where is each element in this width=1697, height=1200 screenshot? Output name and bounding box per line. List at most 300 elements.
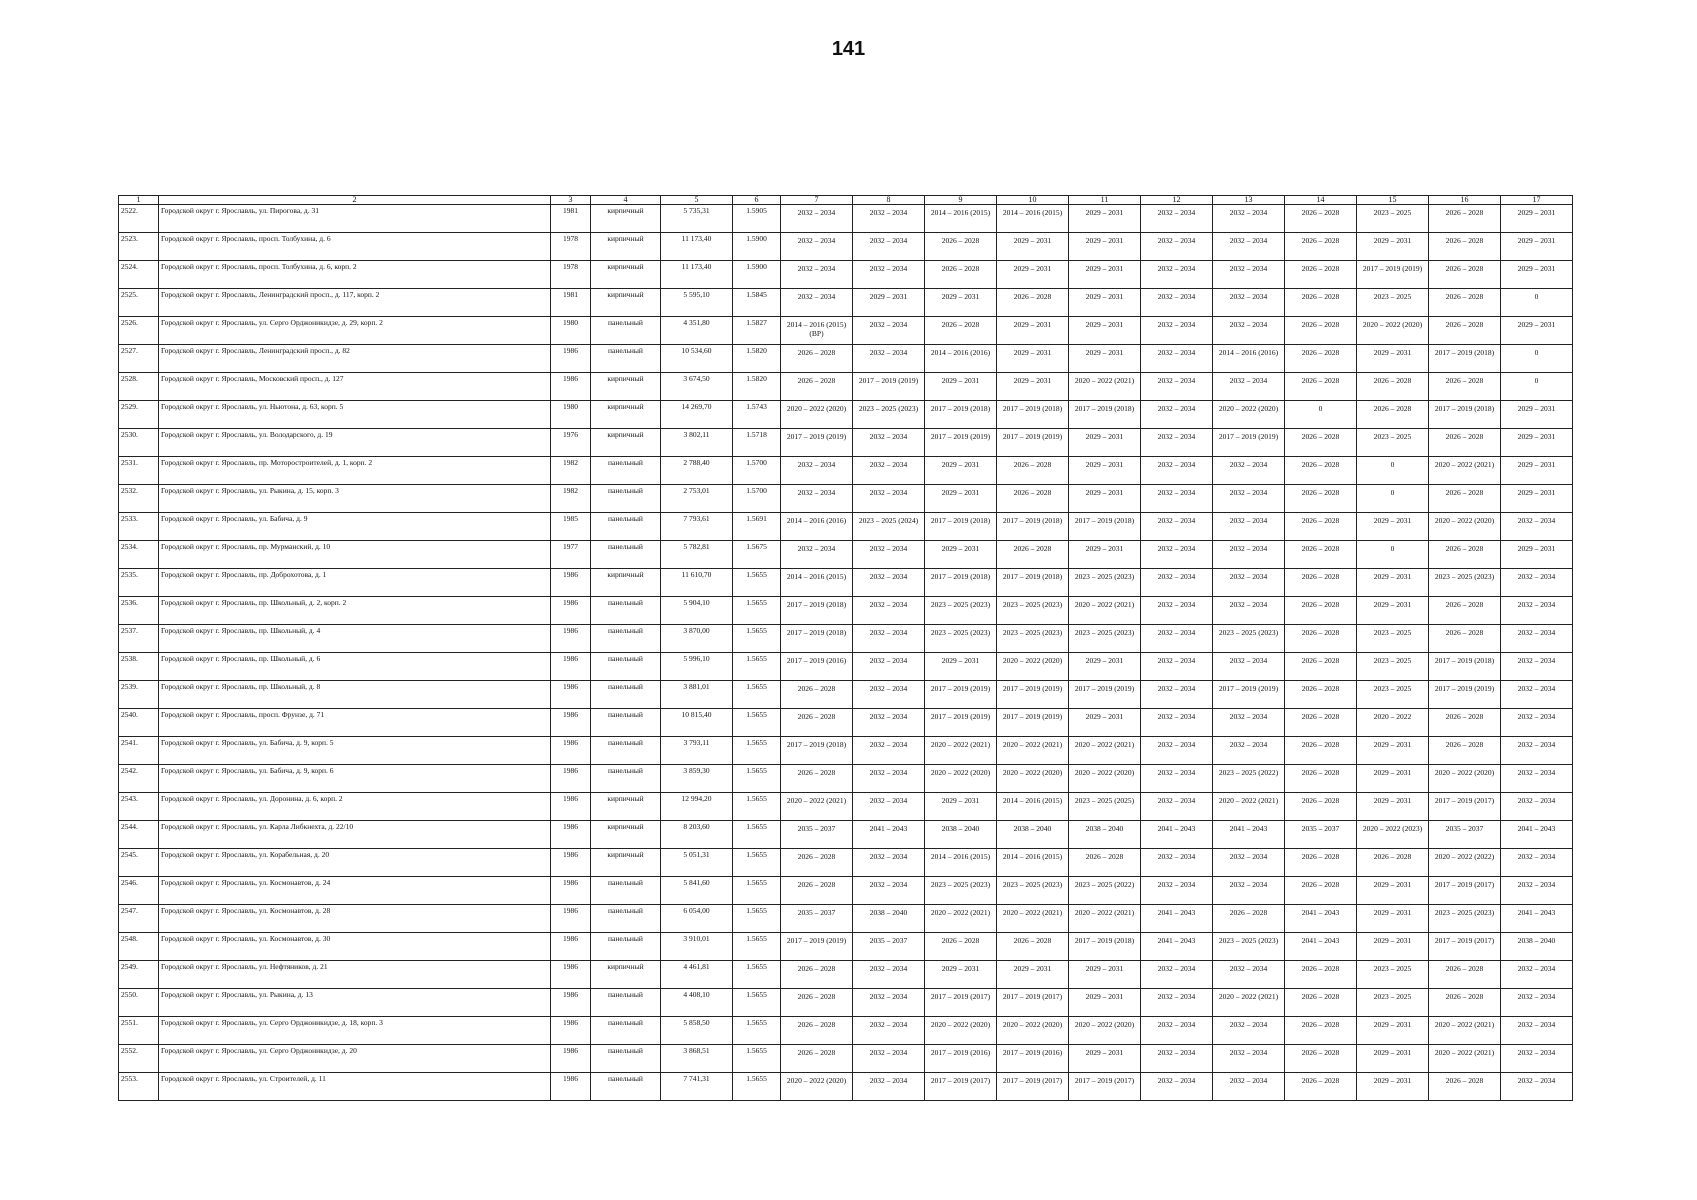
table-cell-col-3: 1986 bbox=[551, 849, 591, 877]
table-cell-col-5: 6 054,00 bbox=[661, 905, 733, 933]
table-cell-col-8: 2032 – 2034 bbox=[853, 597, 925, 625]
table-cell-col-17: 2029 – 2031 bbox=[1501, 541, 1573, 569]
table-cell-col-6: 1.5655 bbox=[733, 1017, 781, 1045]
table-cell-col-15: 2029 – 2031 bbox=[1357, 597, 1429, 625]
table-cell-col-6: 1.5655 bbox=[733, 1045, 781, 1073]
table-cell-col-5: 11 173,40 bbox=[661, 233, 733, 261]
table-cell-col-11: 2029 – 2031 bbox=[1069, 317, 1141, 345]
table-cell-col-12: 2032 – 2034 bbox=[1141, 989, 1213, 1017]
table-cell-col-5: 11 173,40 bbox=[661, 261, 733, 289]
table-cell-col-7: 2026 – 2028 bbox=[781, 849, 853, 877]
table-cell-col-6: 1.5655 bbox=[733, 625, 781, 653]
table-cell-col-3: 1986 bbox=[551, 709, 591, 737]
table-cell-col-16: 2026 – 2028 bbox=[1429, 961, 1501, 989]
table-cell-col-5: 3 881,01 bbox=[661, 681, 733, 709]
table-cell-col-15: 2023 – 2025 bbox=[1357, 429, 1429, 457]
table-cell-col-10: 2020 – 2022 (2020) bbox=[997, 765, 1069, 793]
table-cell-col-4: панельный bbox=[591, 317, 661, 345]
table-cell-col-16: 2026 – 2028 bbox=[1429, 709, 1501, 737]
table-cell-col-13: 2023 – 2025 (2023) bbox=[1213, 933, 1285, 961]
table-cell-col-17: 2041 – 2043 bbox=[1501, 821, 1573, 849]
table-cell-col-9: 2017 – 2019 (2016) bbox=[925, 1045, 997, 1073]
table-cell-col-17: 2029 – 2031 bbox=[1501, 205, 1573, 233]
table-cell-col-17: 2029 – 2031 bbox=[1501, 233, 1573, 261]
table-cell-col-6: 1.5675 bbox=[733, 541, 781, 569]
table-cell-col-3: 1986 bbox=[551, 1073, 591, 1101]
table-cell-col-10: 2029 – 2031 bbox=[997, 261, 1069, 289]
table-cell-col-16: 2017 – 2019 (2017) bbox=[1429, 877, 1501, 905]
table-cell-col-10: 2020 – 2022 (2020) bbox=[997, 1017, 1069, 1045]
table-row bbox=[119, 961, 1573, 989]
table-cell-col-9: 2014 – 2016 (2016) bbox=[925, 345, 997, 373]
data-table bbox=[118, 195, 1573, 1101]
table-cell-col-13: 2032 – 2034 bbox=[1213, 569, 1285, 597]
table-cell-col-1: 2528. bbox=[119, 373, 159, 401]
table-row bbox=[119, 877, 1573, 905]
table-cell-col-4: панельный bbox=[591, 597, 661, 625]
table-cell-col-17: 2032 – 2034 bbox=[1501, 961, 1573, 989]
table-row bbox=[119, 233, 1573, 261]
table-cell-col-13: 2014 – 2016 (2016) bbox=[1213, 345, 1285, 373]
table-cell-col-9: 2026 – 2028 bbox=[925, 261, 997, 289]
table-cell-col-12: 2032 – 2034 bbox=[1141, 569, 1213, 597]
table-cell-col-8: 2023 – 2025 (2024) bbox=[853, 513, 925, 541]
table-cell-col-15: 2023 – 2025 bbox=[1357, 205, 1429, 233]
table-cell-col-13: 2032 – 2034 bbox=[1213, 597, 1285, 625]
table-cell-col-15: 2029 – 2031 bbox=[1357, 1045, 1429, 1073]
column-header-2: 2 bbox=[159, 196, 551, 205]
table-cell-col-10: 2026 – 2028 bbox=[997, 933, 1069, 961]
table-cell-col-1: 2534. bbox=[119, 541, 159, 569]
table-row bbox=[119, 821, 1573, 849]
table-cell-col-14: 2035 – 2037 bbox=[1285, 821, 1357, 849]
table-cell-col-4: панельный bbox=[591, 737, 661, 765]
table-cell-col-10: 2023 – 2025 (2023) bbox=[997, 877, 1069, 905]
table-cell-col-10: 2020 – 2022 (2021) bbox=[997, 737, 1069, 765]
table-cell-col-12: 2032 – 2034 bbox=[1141, 233, 1213, 261]
table-cell-col-14: 2026 – 2028 bbox=[1285, 233, 1357, 261]
table-cell-col-3: 1977 bbox=[551, 541, 591, 569]
table-cell-col-17: 2032 – 2034 bbox=[1501, 793, 1573, 821]
table-row bbox=[119, 457, 1573, 485]
table-cell-col-3: 1986 bbox=[551, 933, 591, 961]
table-cell-col-11: 2029 – 2031 bbox=[1069, 709, 1141, 737]
table-cell-col-15: 2017 – 2019 (2019) bbox=[1357, 261, 1429, 289]
table-cell-col-10: 2017 – 2019 (2017) bbox=[997, 989, 1069, 1017]
table-cell-col-11: 2017 – 2019 (2019) bbox=[1069, 681, 1141, 709]
table-cell-col-7: 2032 – 2034 bbox=[781, 205, 853, 233]
table-cell-col-1: 2533. bbox=[119, 513, 159, 541]
table-cell-col-1: 2522. bbox=[119, 205, 159, 233]
table-cell-col-17: 2032 – 2034 bbox=[1501, 681, 1573, 709]
table-cell-col-17: 2032 – 2034 bbox=[1501, 709, 1573, 737]
table-cell-col-11: 2029 – 2031 bbox=[1069, 989, 1141, 1017]
table-cell-col-6: 1.5718 bbox=[733, 429, 781, 457]
table-cell-col-1: 2541. bbox=[119, 737, 159, 765]
table-cell-col-12: 2032 – 2034 bbox=[1141, 345, 1213, 373]
table-cell-col-8: 2029 – 2031 bbox=[853, 289, 925, 317]
table-cell-col-9: 2017 – 2019 (2019) bbox=[925, 681, 997, 709]
table-cell-col-11: 2029 – 2031 bbox=[1069, 289, 1141, 317]
table-row bbox=[119, 373, 1573, 401]
table-cell-col-3: 1986 bbox=[551, 1017, 591, 1045]
table-cell-col-8: 2032 – 2034 bbox=[853, 737, 925, 765]
table-cell-col-5: 5 595,10 bbox=[661, 289, 733, 317]
table-cell-col-2: Городской округ г. Ярославль, просп. Толбухина, д. 6, корп. 2 bbox=[159, 261, 551, 289]
table-cell-col-14: 2026 – 2028 bbox=[1285, 485, 1357, 513]
table-cell-col-14: 2026 – 2028 bbox=[1285, 457, 1357, 485]
table-cell-col-12: 2032 – 2034 bbox=[1141, 877, 1213, 905]
table-cell-col-8: 2032 – 2034 bbox=[853, 457, 925, 485]
table-cell-col-14: 2026 – 2028 bbox=[1285, 681, 1357, 709]
table-cell-col-15: 2023 – 2025 bbox=[1357, 653, 1429, 681]
table-cell-col-5: 5 735,31 bbox=[661, 205, 733, 233]
table-cell-col-11: 2029 – 2031 bbox=[1069, 429, 1141, 457]
table-cell-col-9: 2029 – 2031 bbox=[925, 961, 997, 989]
table-row bbox=[119, 709, 1573, 737]
table-cell-col-11: 2029 – 2031 bbox=[1069, 1045, 1141, 1073]
table-row bbox=[119, 905, 1573, 933]
table-cell-col-4: кирпичный bbox=[591, 233, 661, 261]
table-cell-col-14: 2026 – 2028 bbox=[1285, 849, 1357, 877]
table-cell-col-13: 2032 – 2034 bbox=[1213, 877, 1285, 905]
table-cell-col-10: 2029 – 2031 bbox=[997, 961, 1069, 989]
table-cell-col-11: 2017 – 2019 (2018) bbox=[1069, 933, 1141, 961]
table-cell-col-17: 2032 – 2034 bbox=[1501, 513, 1573, 541]
table-cell-col-14: 2026 – 2028 bbox=[1285, 961, 1357, 989]
table-cell-col-14: 2026 – 2028 bbox=[1285, 597, 1357, 625]
table-cell-col-6: 1.5845 bbox=[733, 289, 781, 317]
table-cell-col-15: 2029 – 2031 bbox=[1357, 765, 1429, 793]
table-cell-col-13: 2032 – 2034 bbox=[1213, 205, 1285, 233]
table-cell-col-4: панельный bbox=[591, 765, 661, 793]
table-cell-col-14: 2026 – 2028 bbox=[1285, 289, 1357, 317]
table-cell-col-5: 5 051,31 bbox=[661, 849, 733, 877]
table-cell-col-10: 2020 – 2022 (2020) bbox=[997, 653, 1069, 681]
table-cell-col-14: 2026 – 2028 bbox=[1285, 653, 1357, 681]
table-cell-col-7: 2026 – 2028 bbox=[781, 961, 853, 989]
table-cell-col-13: 2032 – 2034 bbox=[1213, 737, 1285, 765]
table-cell-col-2: Городской округ г. Ярославль, пр. Школьный, д. 8 bbox=[159, 681, 551, 709]
table-cell-col-3: 1986 bbox=[551, 345, 591, 373]
table-cell-col-9: 2020 – 2022 (2021) bbox=[925, 905, 997, 933]
table-cell-col-16: 2023 – 2025 (2023) bbox=[1429, 569, 1501, 597]
table-cell-col-11: 2023 – 2025 (2025) bbox=[1069, 793, 1141, 821]
table-cell-col-5: 10 815,40 bbox=[661, 709, 733, 737]
table-cell-col-9: 2014 – 2016 (2015) bbox=[925, 205, 997, 233]
table-cell-col-9: 2020 – 2022 (2020) bbox=[925, 765, 997, 793]
table-cell-col-14: 2041 – 2043 bbox=[1285, 933, 1357, 961]
table-cell-col-6: 1.5655 bbox=[733, 709, 781, 737]
table-cell-col-3: 1986 bbox=[551, 653, 591, 681]
table-cell-col-8: 2032 – 2034 bbox=[853, 1045, 925, 1073]
table-cell-col-16: 2017 – 2019 (2017) bbox=[1429, 793, 1501, 821]
table-cell-col-9: 2020 – 2022 (2020) bbox=[925, 1017, 997, 1045]
table-cell-col-15: 2026 – 2028 bbox=[1357, 373, 1429, 401]
table-cell-col-10: 2017 – 2019 (2019) bbox=[997, 681, 1069, 709]
table-cell-col-3: 1986 bbox=[551, 681, 591, 709]
table-cell-col-12: 2032 – 2034 bbox=[1141, 457, 1213, 485]
table-cell-col-2: Городской округ г. Ярославль, Ленинградский просп., д. 117, корп. 2 bbox=[159, 289, 551, 317]
table-cell-col-17: 2032 – 2034 bbox=[1501, 625, 1573, 653]
table-cell-col-6: 1.5691 bbox=[733, 513, 781, 541]
table-cell-col-11: 2020 – 2022 (2021) bbox=[1069, 905, 1141, 933]
table-cell-col-17: 0 bbox=[1501, 345, 1573, 373]
table-cell-col-16: 2026 – 2028 bbox=[1429, 289, 1501, 317]
table-cell-col-4: панельный bbox=[591, 485, 661, 513]
table-cell-col-7: 2017 – 2019 (2018) bbox=[781, 597, 853, 625]
table-cell-col-7: 2017 – 2019 (2016) bbox=[781, 653, 853, 681]
table-cell-col-13: 2026 – 2028 bbox=[1213, 905, 1285, 933]
table-cell-col-12: 2032 – 2034 bbox=[1141, 709, 1213, 737]
table-row bbox=[119, 933, 1573, 961]
table-cell-col-2: Городской округ г. Ярославль, просп. Фрунзе, д. 71 bbox=[159, 709, 551, 737]
table-cell-col-2: Городской округ г. Ярославль, просп. Толбухина, д. 6 bbox=[159, 233, 551, 261]
table-cell-col-3: 1986 bbox=[551, 737, 591, 765]
table-cell-col-15: 2029 – 2031 bbox=[1357, 737, 1429, 765]
table-cell-col-13: 2032 – 2034 bbox=[1213, 709, 1285, 737]
table-cell-col-11: 2029 – 2031 bbox=[1069, 205, 1141, 233]
table-cell-col-7: 2032 – 2034 bbox=[781, 233, 853, 261]
table-cell-col-14: 2026 – 2028 bbox=[1285, 317, 1357, 345]
table-cell-col-11: 2029 – 2031 bbox=[1069, 541, 1141, 569]
table-cell-col-1: 2553. bbox=[119, 1073, 159, 1101]
table-cell-col-11: 2020 – 2022 (2020) bbox=[1069, 765, 1141, 793]
table-cell-col-10: 2023 – 2025 (2023) bbox=[997, 625, 1069, 653]
table-row bbox=[119, 569, 1573, 597]
table-cell-col-16: 2026 – 2028 bbox=[1429, 233, 1501, 261]
table-cell-col-5: 4 351,80 bbox=[661, 317, 733, 345]
table-cell-col-13: 2032 – 2034 bbox=[1213, 261, 1285, 289]
page-number: 141 bbox=[831, 38, 866, 60]
table-cell-col-12: 2032 – 2034 bbox=[1141, 289, 1213, 317]
table-cell-col-9: 2014 – 2016 (2015) bbox=[925, 849, 997, 877]
table-cell-col-3: 1986 bbox=[551, 373, 591, 401]
table-cell-col-3: 1986 bbox=[551, 569, 591, 597]
table-cell-col-12: 2041 – 2043 bbox=[1141, 905, 1213, 933]
table-cell-col-15: 2023 – 2025 bbox=[1357, 961, 1429, 989]
column-header-16: 16 bbox=[1429, 196, 1501, 205]
table-cell-col-17: 2032 – 2034 bbox=[1501, 1073, 1573, 1101]
table-cell-col-1: 2547. bbox=[119, 905, 159, 933]
table-cell-col-5: 3 870,00 bbox=[661, 625, 733, 653]
table-cell-col-4: панельный bbox=[591, 513, 661, 541]
table-cell-col-12: 2032 – 2034 bbox=[1141, 261, 1213, 289]
table-cell-col-14: 2026 – 2028 bbox=[1285, 345, 1357, 373]
table-cell-col-4: кирпичный bbox=[591, 961, 661, 989]
table-cell-col-11: 2020 – 2022 (2021) bbox=[1069, 373, 1141, 401]
table-cell-col-16: 2017 – 2019 (2018) bbox=[1429, 345, 1501, 373]
table-cell-col-7: 2032 – 2034 bbox=[781, 289, 853, 317]
table-cell-col-17: 2029 – 2031 bbox=[1501, 401, 1573, 429]
table-cell-col-6: 1.5700 bbox=[733, 457, 781, 485]
table-row bbox=[119, 737, 1573, 765]
column-header-5: 5 bbox=[661, 196, 733, 205]
table-cell-col-17: 2032 – 2034 bbox=[1501, 597, 1573, 625]
table-cell-col-7: 2014 – 2016 (2015) bbox=[781, 569, 853, 597]
table-cell-col-16: 2020 – 2022 (2020) bbox=[1429, 765, 1501, 793]
table-cell-col-4: панельный bbox=[591, 933, 661, 961]
table-cell-col-5: 5 782,81 bbox=[661, 541, 733, 569]
table-cell-col-10: 2023 – 2025 (2023) bbox=[997, 597, 1069, 625]
table-cell-col-4: панельный bbox=[591, 457, 661, 485]
table-cell-col-3: 1981 bbox=[551, 205, 591, 233]
table-cell-col-7: 2032 – 2034 bbox=[781, 485, 853, 513]
table-cell-col-12: 2032 – 2034 bbox=[1141, 849, 1213, 877]
table-cell-col-13: 2032 – 2034 bbox=[1213, 485, 1285, 513]
table-cell-col-6: 1.5655 bbox=[733, 849, 781, 877]
column-header-10: 10 bbox=[997, 196, 1069, 205]
table-cell-col-7: 2035 – 2037 bbox=[781, 821, 853, 849]
table-cell-col-15: 2020 – 2022 bbox=[1357, 709, 1429, 737]
table-cell-col-3: 1986 bbox=[551, 793, 591, 821]
table-cell-col-7: 2026 – 2028 bbox=[781, 709, 853, 737]
table-cell-col-5: 5 996,10 bbox=[661, 653, 733, 681]
table-cell-col-4: кирпичный bbox=[591, 401, 661, 429]
table-body bbox=[119, 205, 1573, 1101]
table-cell-col-17: 2032 – 2034 bbox=[1501, 1045, 1573, 1073]
table-cell-col-16: 2026 – 2028 bbox=[1429, 429, 1501, 457]
table-cell-col-12: 2032 – 2034 bbox=[1141, 793, 1213, 821]
table-cell-col-12: 2032 – 2034 bbox=[1141, 373, 1213, 401]
table-cell-col-4: панельный bbox=[591, 345, 661, 373]
table-cell-col-3: 1985 bbox=[551, 513, 591, 541]
table-cell-col-3: 1980 bbox=[551, 401, 591, 429]
table-cell-col-15: 2029 – 2031 bbox=[1357, 1017, 1429, 1045]
table-cell-col-6: 1.5900 bbox=[733, 261, 781, 289]
table-cell-col-13: 2032 – 2034 bbox=[1213, 317, 1285, 345]
table-cell-col-1: 2524. bbox=[119, 261, 159, 289]
table-cell-col-8: 2023 – 2025 (2023) bbox=[853, 401, 925, 429]
table-cell-col-12: 2032 – 2034 bbox=[1141, 401, 1213, 429]
table-cell-col-1: 2537. bbox=[119, 625, 159, 653]
table-cell-col-5: 3 868,51 bbox=[661, 1045, 733, 1073]
table-row bbox=[119, 849, 1573, 877]
table-cell-col-3: 1986 bbox=[551, 905, 591, 933]
table-cell-col-8: 2032 – 2034 bbox=[853, 429, 925, 457]
table-cell-col-14: 0 bbox=[1285, 401, 1357, 429]
table-cell-col-15: 2029 – 2031 bbox=[1357, 877, 1429, 905]
table-cell-col-12: 2032 – 2034 bbox=[1141, 625, 1213, 653]
table-cell-col-15: 2026 – 2028 bbox=[1357, 849, 1429, 877]
table-cell-col-17: 2038 – 2040 bbox=[1501, 933, 1573, 961]
table-cell-col-13: 2032 – 2034 bbox=[1213, 373, 1285, 401]
table-cell-col-2: Городской округ г. Ярославль, ул. Космонавтов, д. 28 bbox=[159, 905, 551, 933]
table-cell-col-17: 2032 – 2034 bbox=[1501, 653, 1573, 681]
table-cell-col-2: Городской округ г. Ярославль, ул. Рыкина, д. 15, корп. 3 bbox=[159, 485, 551, 513]
table-cell-col-2: Городской округ г. Ярославль, ул. Строителей, д. 11 bbox=[159, 1073, 551, 1101]
table-cell-col-13: 2023 – 2025 (2023) bbox=[1213, 625, 1285, 653]
table-cell-col-3: 1978 bbox=[551, 233, 591, 261]
table-cell-col-5: 3 859,30 bbox=[661, 765, 733, 793]
table-cell-col-13: 2017 – 2019 (2019) bbox=[1213, 429, 1285, 457]
table-cell-col-14: 2026 – 2028 bbox=[1285, 1045, 1357, 1073]
table-cell-col-8: 2032 – 2034 bbox=[853, 541, 925, 569]
table-cell-col-8: 2032 – 2034 bbox=[853, 485, 925, 513]
table-cell-col-2: Городской округ г. Ярославль, пр. Мурманский, д. 10 bbox=[159, 541, 551, 569]
table-row bbox=[119, 345, 1573, 373]
table-cell-col-5: 3 674,50 bbox=[661, 373, 733, 401]
table-cell-col-12: 2032 – 2034 bbox=[1141, 1073, 1213, 1101]
table-cell-col-12: 2032 – 2034 bbox=[1141, 961, 1213, 989]
table-cell-col-1: 2526. bbox=[119, 317, 159, 345]
table-cell-col-10: 2017 – 2019 (2019) bbox=[997, 709, 1069, 737]
table-cell-col-13: 2017 – 2019 (2019) bbox=[1213, 681, 1285, 709]
table-cell-col-6: 1.5700 bbox=[733, 485, 781, 513]
table-cell-col-15: 2029 – 2031 bbox=[1357, 513, 1429, 541]
table-cell-col-9: 2017 – 2019 (2017) bbox=[925, 1073, 997, 1101]
table-cell-col-1: 2542. bbox=[119, 765, 159, 793]
table-cell-col-7: 2017 – 2019 (2018) bbox=[781, 737, 853, 765]
column-header-12: 12 bbox=[1141, 196, 1213, 205]
table-cell-col-15: 0 bbox=[1357, 541, 1429, 569]
table-cell-col-10: 2029 – 2031 bbox=[997, 317, 1069, 345]
table-cell-col-15: 2020 – 2022 (2023) bbox=[1357, 821, 1429, 849]
table-cell-col-14: 2026 – 2028 bbox=[1285, 1017, 1357, 1045]
table-cell-col-9: 2029 – 2031 bbox=[925, 793, 997, 821]
table-cell-col-9: 2023 – 2025 (2023) bbox=[925, 625, 997, 653]
table-header-row bbox=[119, 196, 1573, 205]
table-cell-col-14: 2026 – 2028 bbox=[1285, 569, 1357, 597]
column-header-11: 11 bbox=[1069, 196, 1141, 205]
table-cell-col-4: панельный bbox=[591, 1017, 661, 1045]
column-header-4: 4 bbox=[591, 196, 661, 205]
table-cell-col-2: Городской округ г. Ярославль, пр. Доброхотова, д. 1 bbox=[159, 569, 551, 597]
table-cell-col-14: 2026 – 2028 bbox=[1285, 989, 1357, 1017]
table-cell-col-2: Городской округ г. Ярославль, ул. Володарского, д. 19 bbox=[159, 429, 551, 457]
table-cell-col-6: 1.5655 bbox=[733, 877, 781, 905]
table-cell-col-2: Городской округ г. Ярославль, пр. Школьный, д. 4 bbox=[159, 625, 551, 653]
table-cell-col-8: 2032 – 2034 bbox=[853, 765, 925, 793]
table-cell-col-5: 4 408,10 bbox=[661, 989, 733, 1017]
table-cell-col-6: 1.5655 bbox=[733, 989, 781, 1017]
table-cell-col-8: 2032 – 2034 bbox=[853, 261, 925, 289]
table-cell-col-15: 2029 – 2031 bbox=[1357, 933, 1429, 961]
table-cell-col-7: 2026 – 2028 bbox=[781, 1017, 853, 1045]
table-cell-col-9: 2026 – 2028 bbox=[925, 233, 997, 261]
table-cell-col-11: 2017 – 2019 (2017) bbox=[1069, 1073, 1141, 1101]
table-cell-col-4: кирпичный bbox=[591, 205, 661, 233]
table-cell-col-15: 2029 – 2031 bbox=[1357, 233, 1429, 261]
table-cell-col-17: 2041 – 2043 bbox=[1501, 905, 1573, 933]
table-cell-col-6: 1.5820 bbox=[733, 345, 781, 373]
table-cell-col-7: 2017 – 2019 (2019) bbox=[781, 429, 853, 457]
table-cell-col-13: 2032 – 2034 bbox=[1213, 1045, 1285, 1073]
table-cell-col-1: 2549. bbox=[119, 961, 159, 989]
table-cell-col-9: 2023 – 2025 (2023) bbox=[925, 597, 997, 625]
table-cell-col-7: 2020 – 2022 (2020) bbox=[781, 1073, 853, 1101]
table-cell-col-9: 2023 – 2025 (2023) bbox=[925, 877, 997, 905]
table-cell-col-16: 2026 – 2028 bbox=[1429, 317, 1501, 345]
table-row bbox=[119, 597, 1573, 625]
table-cell-col-6: 1.5905 bbox=[733, 205, 781, 233]
table-cell-col-10: 2026 – 2028 bbox=[997, 485, 1069, 513]
table-cell-col-8: 2032 – 2034 bbox=[853, 849, 925, 877]
table-cell-col-5: 2 753,01 bbox=[661, 485, 733, 513]
table-row bbox=[119, 653, 1573, 681]
table-cell-col-2: Городской округ г. Ярославль, ул. Бабича, д. 9, корп. 6 bbox=[159, 765, 551, 793]
table-cell-col-3: 1978 bbox=[551, 261, 591, 289]
table-cell-col-16: 2026 – 2028 bbox=[1429, 373, 1501, 401]
table-cell-col-8: 2032 – 2034 bbox=[853, 877, 925, 905]
table-cell-col-9: 2017 – 2019 (2019) bbox=[925, 709, 997, 737]
table-cell-col-14: 2026 – 2028 bbox=[1285, 1073, 1357, 1101]
table-cell-col-6: 1.5655 bbox=[733, 821, 781, 849]
table-cell-col-9: 2029 – 2031 bbox=[925, 485, 997, 513]
table-cell-col-6: 1.5655 bbox=[733, 961, 781, 989]
table-cell-col-13: 2023 – 2025 (2022) bbox=[1213, 765, 1285, 793]
table-cell-col-11: 2020 – 2022 (2020) bbox=[1069, 1017, 1141, 1045]
